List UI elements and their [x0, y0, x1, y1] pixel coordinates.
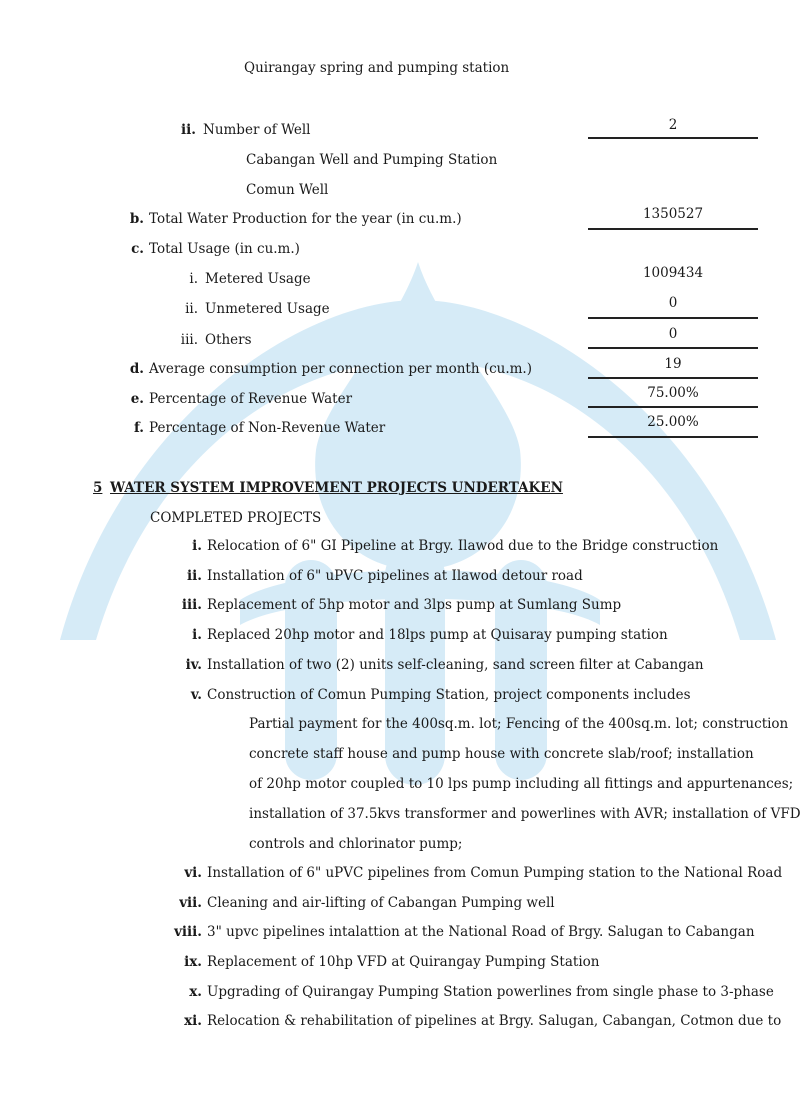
project-num: ii. — [187, 568, 202, 584]
project-num: vii. — [179, 895, 202, 911]
usage-letter: c. — [131, 241, 144, 257]
project-num: iv. — [185, 657, 202, 673]
usage-item-rule — [588, 347, 758, 349]
project-num: vi. — [184, 865, 202, 881]
components-line: concrete staff house and pump house with concrete slab/roof; installation — [249, 746, 754, 762]
project-num: xi. — [184, 1013, 202, 1029]
project-text: Cleaning and air-lifting of Cabangan Pumping well — [207, 895, 555, 911]
non-revenue-water-value: 25.00% — [647, 414, 699, 430]
well-item: Comun Well — [246, 182, 329, 198]
usage-item-rule — [588, 317, 758, 319]
project-text: Relocation & rehabilitation of pipelines at Brgy. Salugan, Cabangan, Cotmon due to — [207, 1013, 782, 1029]
section-title: WATER SYSTEM IMPROVEMENT PROJECTS UNDERTAKEN — [110, 480, 563, 496]
project-text: Installation of 6" uPVC pipelines at Ilawod detour road — [207, 568, 583, 584]
project-text: Installation of 6" uPVC pipelines from Comun Pumping station to the National Road — [207, 865, 783, 881]
usage-item-value: 1009434 — [642, 265, 704, 281]
non-revenue-water-rule — [588, 436, 758, 438]
wells-label: Number of Well — [203, 122, 311, 138]
components-line: of 20hp motor coupled to 10 lps pump including all fittings and appurtenances; — [249, 776, 794, 792]
well-item: Cabangan Well and Pumping Station — [246, 152, 498, 168]
intro-line: Quirangay spring and pumping station — [244, 60, 510, 76]
usage-label: Total Usage (in cu.m.) — [149, 241, 300, 257]
usage-item-num: iii. — [180, 332, 198, 348]
wells-value-rule — [588, 137, 758, 139]
project-num: viii. — [174, 924, 202, 940]
revenue-water-label: Percentage of Revenue Water — [149, 391, 353, 407]
consumption-value-rule — [588, 377, 758, 379]
usage-item-value: 0 — [668, 326, 678, 342]
project-text: 3" upvc pipelines intalattion at the National Road of Brgy. Salugan to Cabangan — [207, 924, 755, 940]
wells-value: 2 — [668, 117, 678, 133]
project-text: Replacement of 10hp VFD at Quirangay Pumping Station — [207, 954, 600, 970]
components-line: controls and chlorinator pump; — [249, 836, 463, 852]
consumption-value: 19 — [664, 356, 682, 372]
consumption-label: Average consumption per connection per month (cu.m.) — [149, 361, 532, 377]
revenue-water-value: 75.00% — [647, 385, 699, 401]
usage-item-label: Unmetered Usage — [205, 301, 330, 317]
project-text: Relocation of 6" GI Pipeline at Brgy. Ilawod due to the Bridge construction — [207, 538, 719, 554]
project-num: ix. — [184, 954, 202, 970]
project-num: x. — [189, 984, 202, 1000]
project-text: Upgrading of Quirangay Pumping Station powerlines from single phase to 3-phase — [207, 984, 774, 1000]
production-label: Total Water Production for the year (in cu.m.) — [149, 211, 462, 227]
revenue-water-rule — [588, 406, 758, 408]
components-line: Partial payment for the 400sq.m. lot; Fencing of the 400sq.m. lot; construction — [249, 716, 789, 732]
project-num: i. — [192, 627, 202, 643]
revenue-water-letter: e. — [130, 391, 144, 407]
section-subheading: COMPLETED PROJECTS — [150, 510, 322, 526]
usage-item-label: Others — [205, 332, 252, 348]
non-revenue-water-letter: f. — [133, 420, 144, 436]
usage-item-label: Metered Usage — [205, 271, 311, 287]
project-text: Replacement of 5hp motor and 3lps pump at Sumlang Sump — [207, 597, 622, 613]
production-value-rule — [588, 228, 758, 230]
usage-item-num: ii. — [185, 301, 198, 317]
project-num: iii. — [181, 597, 202, 613]
usage-item-num: i. — [189, 271, 198, 287]
production-value: 1350527 — [642, 206, 704, 222]
production-letter: b. — [129, 211, 144, 227]
project-num: v. — [190, 687, 202, 703]
non-revenue-water-label: Percentage of Non-Revenue Water — [149, 420, 386, 436]
consumption-letter: d. — [129, 361, 144, 377]
project-num: i. — [192, 538, 202, 554]
project-text: Construction of Comun Pumping Station, project components includes — [207, 687, 691, 703]
section-number: 5 — [93, 480, 103, 496]
project-text: Replaced 20hp motor and 18lps pump at Quisaray pumping station — [207, 627, 668, 643]
project-text: Installation of two (2) units self-cleaning, sand screen filter at Cabangan — [207, 657, 704, 673]
components-line: installation of 37.5kvs transformer and powerlines with AVR; installation of VFD — [249, 806, 801, 822]
wells-num: ii. — [181, 122, 196, 138]
usage-item-value: 0 — [668, 295, 678, 311]
